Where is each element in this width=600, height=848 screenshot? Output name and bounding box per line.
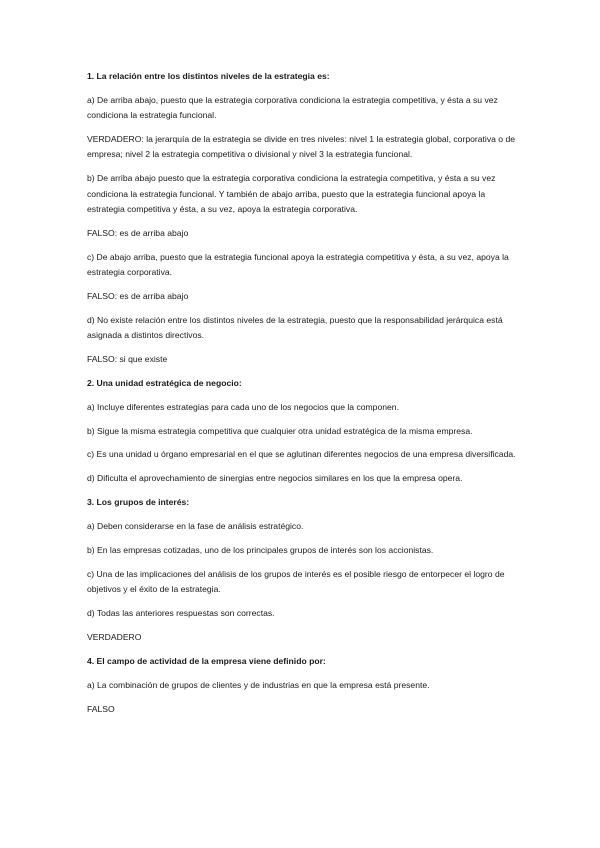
question-2-heading: 2. Una unidad estratégica de negocio: — [87, 377, 242, 388]
question-4-option-a: a) La combinación de grupos de clientes y de industrias en que la empresa está presente. — [87, 679, 430, 690]
question-1-option-b: b) De arriba abajo puesto que la estrategia corporativa condiciona la estrategia competitiva, y ésta a su vez condiciona la estrategia funcional. Y también de abajo arriba, puesto que la estrategia funcional apoya la estrategia competitiva y ésta, a su vez, apoya la estrategia corporativa. — [87, 173, 496, 214]
question-2-option-c: c) Es una unidad u órgano empresarial en el que se aglutinan diferentes negocios de una empresa diversificada. — [87, 449, 516, 460]
question-1-option-c: c) De abajo arriba, puesto que la estrategia funcional apoya la estrategia competitiva y ésta, a su vez, apoya la estrategia corporativa. — [87, 251, 509, 277]
question-3-option-a: a) Deben considerarse en la fase de análisis estratégico. — [87, 521, 304, 532]
question-2-option-d: d) Dificulta el aprovechamiento de sinergias entre negocios similares en los que la empresa opera. — [87, 473, 463, 484]
question-1-option-d: d) No existe relación entre los distintos niveles de la estrategia, puesto que la responsabilidad jerárquica está asignada a distintos directivos. — [87, 314, 503, 341]
question-1-answer-b: FALSO: es de arriba abajo — [87, 227, 189, 238]
question-2-option-b: b) Sigue la misma estrategia competitiva que cualquier otra unidad estratégica de la misma empresa. — [87, 425, 473, 436]
question-4-answer-a: FALSO — [87, 703, 115, 714]
question-3-answer: VERDADERO — [87, 632, 142, 642]
question-2-option-a: a) Incluye diferentes estrategias para cada uno de los negocios que la componen. — [87, 401, 399, 412]
document-body — [87, 69, 517, 726]
question-3-heading: 3. Los grupos de interés: — [87, 497, 190, 508]
question-1-answer-c: FALSO: es de arriba abajo — [87, 290, 189, 301]
question-1-answer-d: FALSO: si que existe — [87, 353, 168, 364]
question-3-option-b: b) En las empresas cotizadas, uno de los principales grupos de interés son los accionistas. — [87, 545, 434, 556]
question-4-heading: 4. El campo de actividad de la empresa viene definido por: — [87, 655, 326, 666]
question-3-option-c: c) Una de las implicaciones del análisis de los grupos de interés es el posible riesgo de entorpecer el logro de objetivos y el éxito de la estrategia. — [87, 568, 505, 595]
question-1-option-a: a) De arriba abajo, puesto que la estrategia corporativa condiciona la estrategia competitiva, y ésta a su vez condiciona la estrategia funcional. — [87, 94, 498, 121]
question-1-answer-a: VERDADERO: la jerarquía de la estrategia se divide en tres niveles: nivel 1 la estrategia global, corporativa o de empresa; nivel 2 la estrategia competitiva o divisional y nivel 3 la estrategia funcional. — [87, 134, 516, 160]
question-1-heading: 1. La relación entre los distintos niveles de la estrategia es: — [87, 71, 330, 81]
question-3-option-d: d) Todas las anteriores respuestas son correctas. — [87, 608, 275, 619]
